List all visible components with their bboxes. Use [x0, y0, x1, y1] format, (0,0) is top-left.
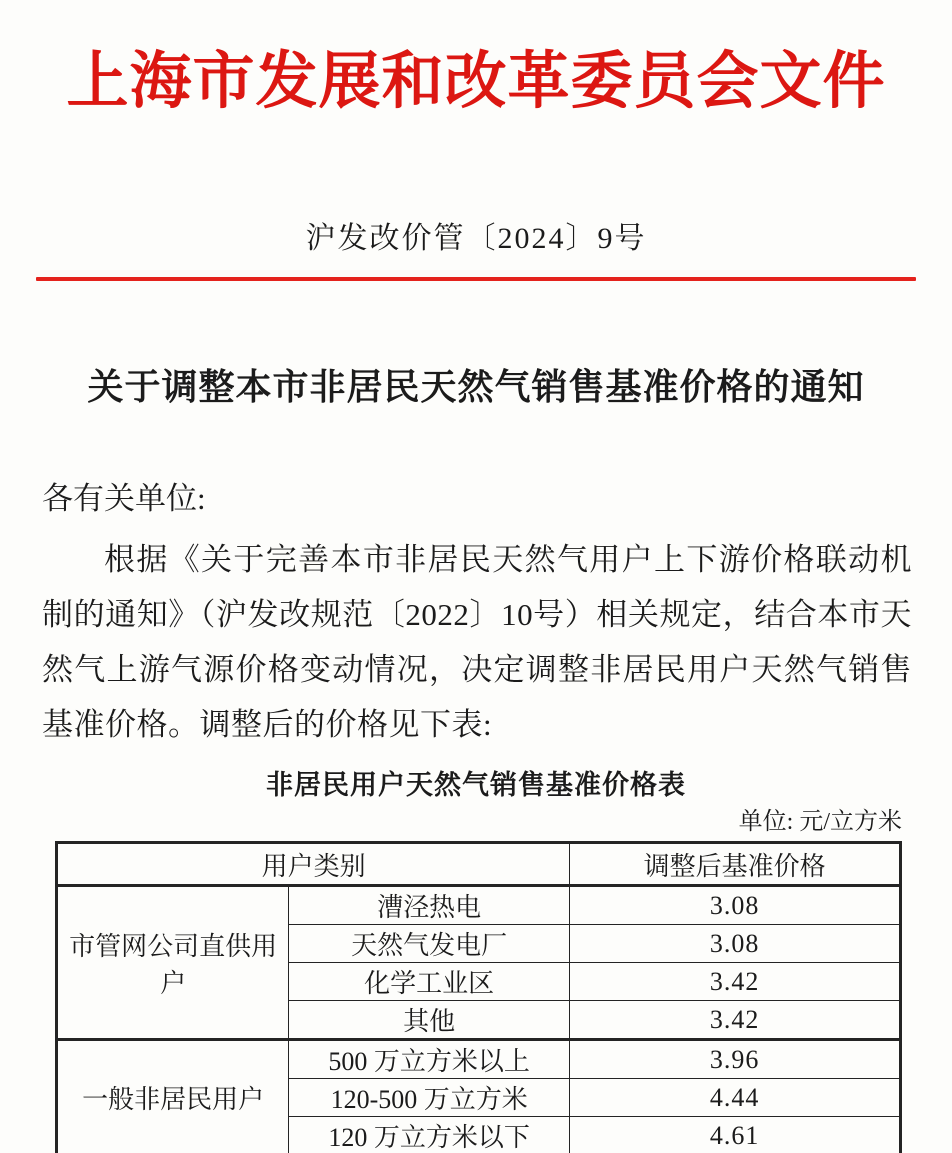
table-title: 非居民用户天然气销售基准价格表 [266, 770, 686, 801]
unit-note: 单位: 元/立方米 [738, 809, 902, 836]
row-price: 3.42 [570, 963, 901, 1001]
row-price: 3.42 [570, 1001, 901, 1040]
masthead-title: 上海市发展和改革委员会文件 [66, 48, 886, 116]
document-body [42, 471, 912, 752]
row-price: 3.96 [570, 1040, 901, 1079]
header-user-category: 用户类别 [57, 843, 570, 886]
row-label: 天然气发电厂 [289, 925, 570, 963]
row-price: 4.44 [570, 1079, 901, 1117]
row-price: 3.08 [570, 925, 901, 963]
table-row [57, 1040, 901, 1079]
notice-title: 关于调整本市非居民天然气销售基准价格的通知 [87, 367, 865, 408]
row-price: 3.08 [570, 886, 901, 925]
row-label: 其他 [289, 1001, 570, 1040]
row-price: 4.61 [570, 1117, 901, 1153]
red-divider-rule [36, 277, 916, 281]
header-adjusted-price: 调整后基准价格 [570, 843, 901, 886]
table-row [57, 886, 901, 925]
document-number: 沪发改价管〔2024〕9号 [305, 222, 647, 256]
group-cell-pipeline-direct-users: 市管网公司直供用户 [57, 886, 289, 1040]
row-label: 120 万立方米以下 [289, 1117, 570, 1153]
row-label: 120-500 万立方米 [289, 1079, 570, 1117]
group-cell-general-nonresident-users: 一般非居民用户 [57, 1040, 289, 1153]
body-paragraph: 根据《关于完善本市非居民天然气用户上下游价格联动机制的通知》（沪发改规范〔2022〕10号）相关规定，结合本市天然气上游气源价格变动情况，决定调整非居民用户天然气销售基准价格。调整后的价格见下表: [42, 542, 912, 743]
row-label: 化学工业区 [289, 963, 570, 1001]
salutation: 各有关单位: [42, 481, 206, 517]
price-table [55, 841, 902, 1153]
row-label: 漕泾热电 [289, 886, 570, 925]
table-header-row [57, 843, 901, 886]
row-label: 500 万立方米以上 [289, 1040, 570, 1079]
